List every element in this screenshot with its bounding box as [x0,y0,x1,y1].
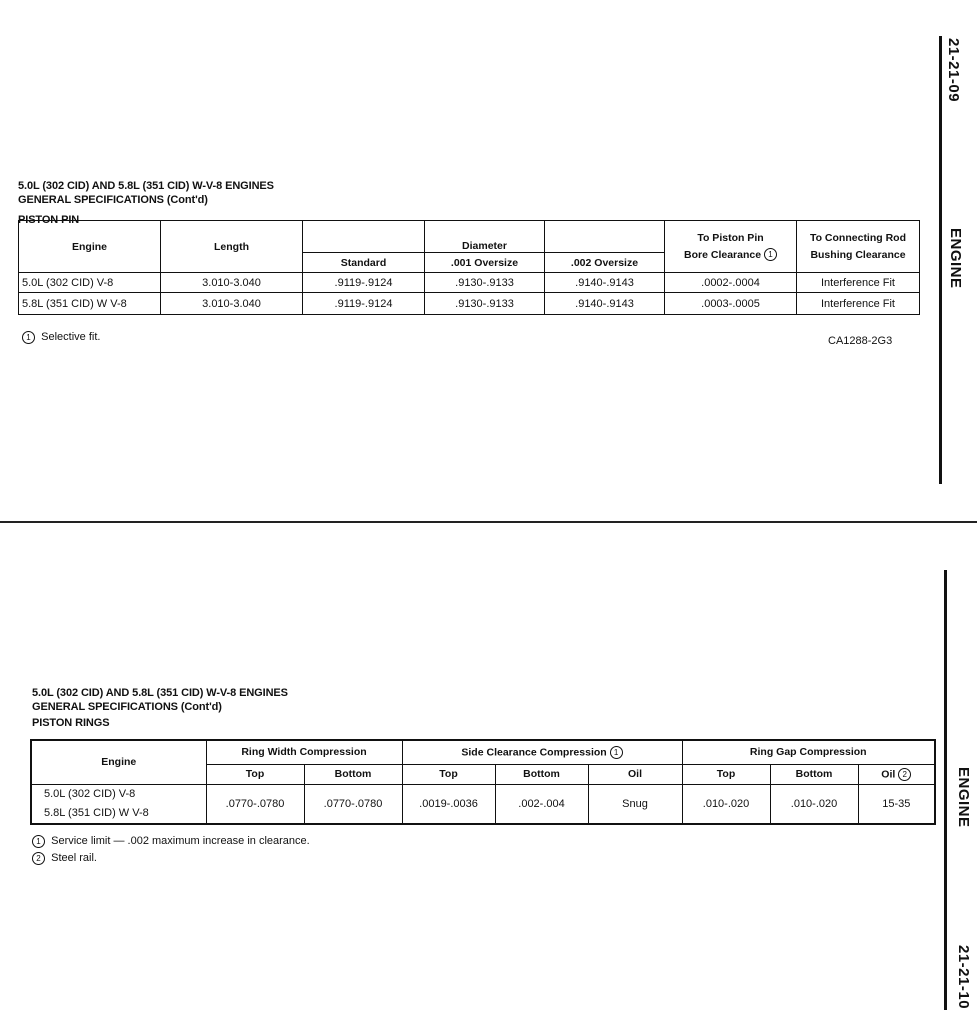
rings-side-top: Top [402,764,495,784]
pin-row1-standard: .9119-.9124 [303,273,425,293]
rings-side-bottom: Bottom [495,764,588,784]
rings-gap-oil-text: Oil [881,767,896,780]
pin-figure-code: CA1288-2G3 [828,335,893,347]
pin-row1-length: 3.010-3.040 [161,273,303,293]
rings-footnote-1-circle: 1 [32,835,45,848]
page-divider [0,521,977,523]
rings-col-width: Ring Width Compression [206,740,402,764]
rings-data-row [31,784,935,824]
rings-footnote-2-circle: 2 [32,852,45,865]
rings-col-engine: Engine [31,740,206,784]
pin-footnote-1 [22,330,100,344]
rings-side-oil: Oil [588,764,682,784]
rings-engines-cell [31,784,206,824]
rings-val-side-top: .0019-.0036 [402,784,495,824]
rings-footnote-1-text: Service limit — .002 maximum increase in clearance. [51,835,310,847]
piston-pin-table [18,220,920,315]
rings-footnote-1 [32,834,310,848]
rings-col-side [402,740,682,764]
pin-row-1 [19,273,920,293]
rings-footnote-2-text: Steel rail. [51,852,97,864]
bottom-page-number: 21-21-10 [955,945,972,1010]
pin-row2-rod: Interference Fit [797,293,920,315]
rings-gap-oil [858,764,935,784]
pin-bore-line1: To Piston Pin [697,231,764,244]
pin-title-line2: GENERAL SPECIFICATIONS (Cont'd) [18,194,208,206]
rings-footnote-1-marker: 1 [610,746,623,759]
pin-diam-spacer-2 [545,221,665,253]
pin-row-2 [19,293,920,315]
rings-engine-2: 5.8L (351 CID) W V-8 [44,806,149,819]
top-side-rule [939,36,942,484]
rings-width-top: Top [206,764,304,784]
rings-val-gap-top: .010-.020 [682,784,770,824]
rings-val-side-oil: Snug [588,784,682,824]
pin-row2-standard: .9119-.9124 [303,293,425,315]
pin-bore-line2 [668,247,793,264]
pin-col-engine: Engine [19,221,161,273]
pin-row2-engine: 5.8L (351 CID) W V-8 [19,293,161,315]
pin-col-standard: Standard [303,253,425,273]
pin-rod-line1: To Connecting Rod [809,231,907,244]
rings-val-width-bottom: .0770-.0780 [304,784,402,824]
footnote-1-marker: 1 [764,248,777,261]
pin-col-rod-clearance [797,221,920,273]
rings-footnote-2 [32,851,97,865]
pin-bore-line2-text: Bore Clearance [684,248,762,261]
pin-row1-engine: 5.0L (302 CID) V-8 [19,273,161,293]
pin-row1-os2: .9140-.9143 [545,273,665,293]
rings-section-heading: PISTON RINGS [32,717,110,729]
rings-val-gap-oil: 15-35 [858,784,935,824]
rings-title-line1: 5.0L (302 CID) AND 5.8L (351 CID) W-V-8 ENGINES [32,687,288,699]
pin-col-length: Length [161,221,303,273]
pin-row2-os2: .9140-.9143 [545,293,665,315]
pin-diam-spacer-1 [303,221,425,253]
rings-engine-1: 5.0L (302 CID) V-8 [44,787,136,800]
top-section-label: ENGINE [947,228,964,289]
rings-width-bottom: Bottom [304,764,402,784]
pin-row2-length: 3.010-3.040 [161,293,303,315]
rings-val-gap-bottom: .010-.020 [770,784,858,824]
piston-rings-table [30,739,936,825]
pin-title-line1: 5.0L (302 CID) AND 5.8L (351 CID) W-V-8 ENGINES [18,180,274,192]
rings-footnote-2-marker: 2 [898,768,911,781]
rings-title-line2: GENERAL SPECIFICATIONS (Cont'd) [32,701,222,713]
pin-row1-os1: .9130-.9133 [425,273,545,293]
pin-row1-bore: .0002-.0004 [665,273,797,293]
top-page-number: 21-21-09 [945,38,962,103]
rings-col-gap: Ring Gap Compression [682,740,935,764]
rings-gap-top: Top [682,764,770,784]
pin-col-oversize-002: .002 Oversize [545,253,665,273]
bottom-side-rule [944,570,947,1010]
pin-section-heading: PISTON PIN [18,214,80,226]
pin-row1-rod: Interference Fit [797,273,920,293]
footnote-1-circle: 1 [22,331,35,344]
pin-rod-line2: Bushing Clearance [810,248,906,261]
rings-val-width-top: .0770-.0780 [206,784,304,824]
rings-gap-bottom: Bottom [770,764,858,784]
pin-footnote-1-text: Selective fit. [41,331,101,343]
rings-col-side-text: Side Clearance Compression [461,746,607,759]
rings-val-side-bottom: .002-.004 [495,784,588,824]
pin-row2-os1: .9130-.9133 [425,293,545,315]
pin-col-bore-clearance [665,221,797,273]
bottom-section-label: ENGINE [955,767,972,828]
pin-col-diameter: Diameter [425,221,545,253]
pin-row2-bore: .0003-.0005 [665,293,797,315]
pin-col-oversize-001: .001 Oversize [425,253,545,273]
